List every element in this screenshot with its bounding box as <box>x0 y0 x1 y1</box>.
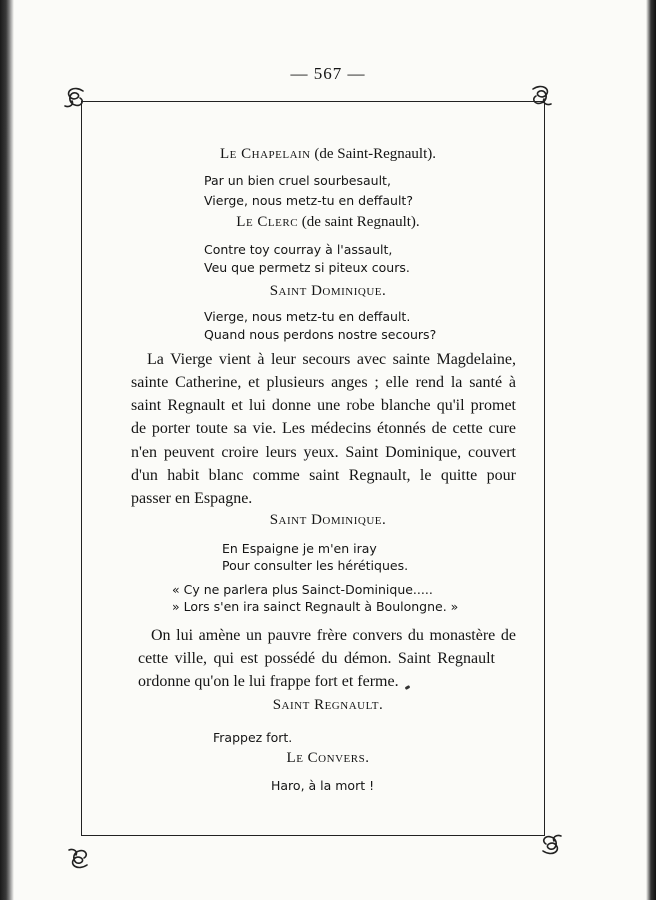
verse-line: Contre toy courray à l'assault, <box>204 242 393 257</box>
prose-paragraph-body <box>138 647 495 693</box>
prose-line: La Vierge vient à leur secours avec sainte Magdelaine, <box>147 351 516 368</box>
quoted-verse-line: « Cy ne parlera plus Sainct-Dominique..... <box>172 582 433 597</box>
verse-line: Haro, à la mort ! <box>271 778 375 793</box>
speaker-heading: Saint Dominique. <box>269 512 387 528</box>
prose-line: passer en Espagne. <box>131 490 253 508</box>
verse-line: Vierge, nous metz-tu en deffault? <box>204 193 413 208</box>
speaker-heading: Saint Regnault. <box>272 697 384 713</box>
verse-line: Frappez fort. <box>213 730 293 745</box>
prose-line: cette ville, qui est possédé du démon. Saint Regnault <box>138 650 495 667</box>
prose-line: d'un habit blanc comme saint Regnault, le quitte pour <box>131 466 516 484</box>
flourish-icon <box>66 844 94 872</box>
flourish-icon <box>62 84 90 112</box>
prose-paragraph <box>131 348 516 371</box>
verse-line: Vierge, nous metz-tu en deffault. <box>204 309 411 324</box>
prose-line: ordonne qu'on le lui frappe fort et ferme. <box>138 673 399 691</box>
flourish-icon <box>526 82 554 110</box>
prose-line: saint Regnault et lui donne une robe blanche qu'il promet <box>131 397 516 415</box>
verse-line: Pour consulter les hérétiques. <box>222 558 409 573</box>
verse-line: En Espaigne je m'en iray <box>222 541 377 556</box>
prose-line: sainte Catherine, et plusieurs anges ; elle rend la santé à <box>131 374 516 391</box>
speaker-heading: Le Clerc (de saint Regnault). <box>236 214 420 230</box>
verse-line: Veu que permetz si piteux cours. <box>204 260 410 275</box>
page-number: — 567 — <box>290 64 366 83</box>
prose-line: de porter toute sa vie. Les médecins étonnés de cette cure <box>131 420 516 438</box>
verse-line: Par un bien cruel sourbesault, <box>204 173 391 188</box>
speaker-heading: Le Chapelain (de Saint-Regnault). <box>219 146 437 162</box>
verse-line: Quand nous perdons nostre secours? <box>204 327 437 342</box>
quoted-verse-line: » Lors s'en ira sainct Regnault à Boulongne. » <box>172 599 459 614</box>
prose-paragraph-body <box>131 371 516 510</box>
prose-line: On lui amène un pauvre frère convers du monastère de <box>151 627 516 644</box>
flourish-icon <box>536 830 564 858</box>
prose-line: n'en peuvent croire leurs yeux. Saint Dominique, couvert <box>131 443 516 461</box>
speaker-heading: Le Convers. <box>286 750 370 766</box>
prose-paragraph <box>131 624 516 647</box>
speaker-heading: Saint Dominique. <box>269 283 387 299</box>
